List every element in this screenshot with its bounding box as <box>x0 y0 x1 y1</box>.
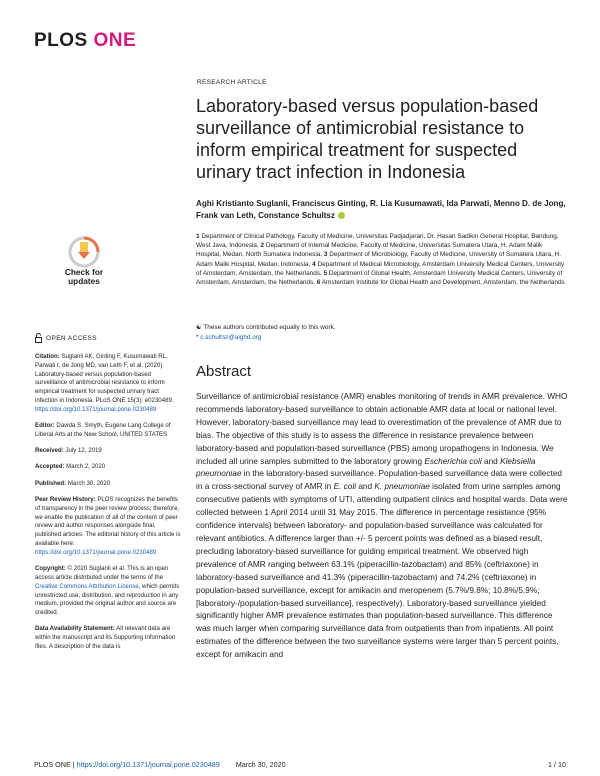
equal-contribution-text: These authors contributed equally to this work. <box>203 324 336 331</box>
received-date: July 12, 2019 <box>65 447 102 455</box>
journal-logo <box>34 30 136 52</box>
published-block <box>35 480 181 489</box>
footer-doi-link[interactable]: https://doi.org/10.1371/journal.pone.0230489 <box>76 760 220 769</box>
accepted-label: Accepted: <box>35 463 65 471</box>
editor-label: Editor: <box>35 422 55 430</box>
footer-journal: PLOS ONE <box>34 760 71 769</box>
affiliations: 1 Department of Clinical Pathology, Faculty of Medicine, Universitas Padjadjaran, Dr. Hasan Sadikin General Hospital, Bandung, West Java, Indonesia, 2 Department of Internal Medicine, Faculty of Medicine, Universitas Sumatera Utara, H. Adam Malik Hospital, Medan, North Sumatera Indonesia, 3 Department of Microbiology, Faculty of Medicine, University of Sumatera Utara, H. Adam Malik Hospital, Medan, Indonesia, 4 Department of Medical Microbiology, Amsterdam University Medical Centers, University of Amsterdam, Amsterdam, the Netherlands, 5 Department of Global Health, Amsterdam University Medical Centers, University of Amsterdam, Amsterdam, the Netherlands, 6 Amsterdam Institute for Global Health and Development, Amsterdam, the Netherlands <box>196 233 565 287</box>
affiliation-6: Amsterdam Institute for Global Health and Development, Amsterdam, the Netherlands <box>321 279 565 287</box>
published-date: March 30, 2020 <box>67 479 111 487</box>
open-access-label: OPEN ACCESS <box>46 334 97 342</box>
footer-citation: PLOS ONE | https://doi.org/10.1371/journal.pone.0230489 March 30, 2020 <box>34 760 286 769</box>
affiliation-2: Department of Internal Medicine, Faculty of Medicine, Universitas Sumatera Utara, H. Adam Malik Hospital, Medan, North Sumatera Indonesia, <box>196 242 543 259</box>
affiliation-3: Department of Microbiology, Faculty of Medicine, University of Sumatera Utara, H. Adam Malik Hospital, Medan, Indonesia, <box>196 251 562 268</box>
open-access-badge <box>35 333 97 343</box>
citation-block <box>35 353 181 415</box>
peer-review-block <box>35 496 181 558</box>
accepted-block <box>35 463 181 472</box>
logo-one: ONE <box>93 30 137 51</box>
affiliation-5: Department of Global Health, Amsterdam University Medical Centers, University of Amsterdam, Amsterdam, the Netherlands, <box>196 269 563 287</box>
abstract-heading: Abstract <box>196 363 252 380</box>
equal-contribution-note <box>196 323 566 333</box>
data-availability-text: All relevant data are within the manuscript and its Supporting Information files. A description of the data is <box>35 625 176 651</box>
peer-review-label: Peer Review History: <box>35 496 96 504</box>
affiliation-4: Department of Medical Microbiology, Amsterdam University Medical Centers, University of Amsterdam, Amsterdam, the Netherlands, <box>196 260 565 277</box>
citation-label: Citation: <box>35 353 60 360</box>
peer-review-link[interactable]: https://doi.org/10.1371/journal.pone.0230489 <box>35 548 157 556</box>
citation-doi-link[interactable]: https://doi.org/10.1371/journal.pone.0230489 <box>35 405 157 413</box>
author-notes <box>196 323 566 342</box>
copyright-block <box>35 565 181 618</box>
equal-contribution-icon: ☯ <box>196 324 202 331</box>
copyright-text-2: , which permits unrestricted use, distribution, and reproduction in any medium, provided the original author and source are credited. <box>35 582 180 617</box>
check-updates-icon <box>68 236 100 268</box>
footer-date: March 30, 2020 <box>235 760 286 769</box>
logo-plos: PLOS <box>34 30 88 51</box>
data-availability-block <box>35 625 181 651</box>
orcid-icon[interactable] <box>338 212 345 219</box>
check-for-updates-badge[interactable] <box>62 236 106 286</box>
article-title: Laboratory-based versus population-based surveillance of antimicrobial resistance to inform empirical treatment for suspected urinary tract infection in Indonesia <box>196 96 539 182</box>
received-block <box>35 447 181 456</box>
data-availability-label: Data Availability Statement: <box>35 625 115 633</box>
open-lock-icon <box>35 333 42 343</box>
email-link[interactable]: c.schultsz@aighd.org <box>200 333 262 341</box>
accepted-date: March 2, 2020 <box>66 463 106 471</box>
editor-text: Davida S. Smyth, Eugene Lang College of Liberal Arts at the New School, UNITED STATES <box>35 422 171 438</box>
copyright-label: Copyright: <box>35 565 66 573</box>
author-list <box>196 198 566 222</box>
page-footer <box>34 760 566 769</box>
citation-text: Suglanli AK, Ginting F, Kusumawati RL, Parwati I, de Jong MD, van Leth F, et al. (2020) Laboratory-based versus population-based surveillance of antimicrobial resistance to inform empirical treatment for suspected urinary tract infection in Indonesia. PLoS ONE 15(3): e0230489. <box>35 353 174 404</box>
received-label: Received: <box>35 447 64 455</box>
published-label: Published: <box>35 479 67 487</box>
abstract-body: Surveillance of antimicrobial resistance (AMR) enables monitoring of trends in AMR prevalence. WHO recommends laboratory-based surveillance to obtain actionable AMR data at local or national level. However, laboratory-based surveillance may lead to overestimation of the prevalence of AMR due to bias. The objective of this study is to assess the difference in resistance prevalence between laboratory-based and population-based surveillance (PBS) among uropathogens in Indonesia. We included all urine samples submitted to the laboratory growing Escherichia coli and Klebsiella pneumoniae in the laboratory-based surveillance. Population-based surveillance data were collected in a cross-sectional survey of AMR in E. coli and K. pneumoniae isolated from urine samples among consecutive patients with symptoms of UTI, attending outpatient clinics and hospital wards. Data were collected between 1 April 2014 until 31 May 2015. The difference in percentage resistance (95% confidence intervals) between laboratory- and population-based surveillance was calculated for relevant antibiotics. A difference larger than +/- 5 percent points was defined as a biased result, precluding laboratory-based surveillance for guiding empirical treatment. We observed high prevalence of AMR ranging between 63.1% (piperacillin-tazobactam) and 85% (ceftriaxone) in laboratory-based surveillance and 41.3% (piperacillin-tazobactam) and 74.2% (ceftriaxone) in population-based surveillance, except for amikacin and meropenem (5.7%/9.8%; 10.8%/5.9%; [laboratory-/population-based surveillance], respectively). Laboratory-based surveillance yielded significantly higher AMR prevalence estimates than population-based surveillance. This difference was much larger when comparing surveillance data from outpatients than from inpatients. All point estimates of the difference between the two surveillance systems were larger than 5 percent points, except for amikacin and <box>196 392 568 660</box>
check-updates-line2: updates <box>68 276 100 286</box>
license-link[interactable]: Creative Commons Attribution License <box>35 582 139 590</box>
affiliation-1: Department of Clinical Pathology, Faculty of Medicine, Universitas Padjadjaran, Dr. Hasan Sadikin General Hospital, Bandung, West Java, Indonesia, <box>196 233 559 250</box>
corresponding-asterisk: * <box>196 333 199 341</box>
article-metadata <box>35 353 181 659</box>
author-list-text: Aghi Kristianto Suglanli, Franciscus Ginting, R. Lia Kusumawati, Ida Parwati, Menno D. de Jong, Frank van Leth, Constance Schultsz <box>196 199 566 220</box>
copyright-text-1: © 2020 Suglanli et al. This is an open access article distributed under the terms of the <box>35 565 169 581</box>
corresponding-email <box>196 333 566 343</box>
check-updates-line1: Check for <box>64 267 104 277</box>
peer-review-text: PLOS recognizes the benefits of transparency in the peer review process; therefore, we enable the publication of all of the content of peer review and author responses alongside final, published articles. The editorial history of this article is available here: <box>35 496 181 548</box>
article-type: RESEARCH ARTICLE <box>197 79 267 86</box>
editor-block <box>35 422 181 440</box>
page-number: 1 / 10 <box>548 760 566 769</box>
